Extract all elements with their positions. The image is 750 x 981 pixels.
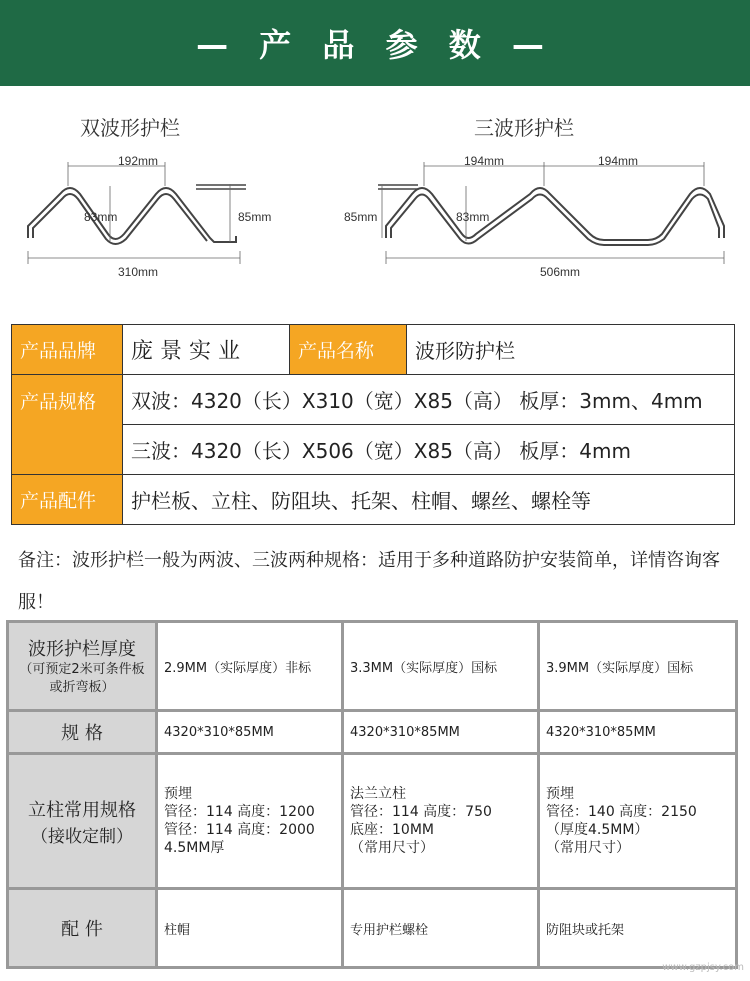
triple-wave-dimensions (382, 162, 724, 264)
size-cell: 4320*310*85MM (344, 712, 537, 752)
triple-wave-title: 三波形护栏 (474, 116, 574, 140)
thickness-cell: 3.9MM（实际厚度）国标 (540, 623, 735, 709)
post-line: （厚度4.5MM） (546, 822, 649, 838)
size-label: 产品规格 (12, 375, 123, 475)
triple-top-dim-2: 194mm (598, 154, 639, 168)
triple-height: 85mm (344, 210, 378, 224)
brand-label: 产品品牌 (12, 325, 123, 375)
post-line: 底座：10MM (350, 822, 434, 838)
brand-value: 庞 景 实 业 (123, 325, 290, 375)
post-line: 管径：114 高度：2000 (164, 822, 315, 838)
parameter-table (6, 620, 738, 969)
triple-wave-profile (378, 185, 724, 245)
post-line: 管径：140 高度：2150 (546, 804, 697, 820)
post-line: 预埋 (546, 786, 574, 802)
size-cell: 4320*310*85MM (540, 712, 735, 752)
double-wave-profile (28, 185, 246, 244)
watermark: www.gzpjsy.com (662, 962, 744, 973)
double-top-dim: 192mm (118, 154, 159, 168)
size-double: 双波：4320（长）X310（宽）X85（高） 板厚：3mm、4mm (123, 375, 735, 425)
page-title: — 产 品 参 数 — (196, 26, 554, 64)
post-cell (344, 755, 537, 887)
parts-value: 护栏板、立柱、防阻块、托架、柱帽、螺丝、螺栓等 (123, 475, 735, 525)
thickness-cell: 2.9MM（实际厚度）非标 (158, 623, 341, 709)
triple-width: 506mm (540, 265, 581, 279)
parts-header: 配 件 (9, 890, 155, 966)
header-banner (0, 0, 750, 86)
post-cell (540, 755, 735, 887)
post-line: （常用尺寸） (546, 840, 630, 856)
post-sub: （接收定制） (31, 826, 133, 847)
parts-cell: 防阻块或托架 (540, 890, 735, 966)
size-header: 规 格 (9, 712, 155, 752)
triple-inner-height: 83mm (456, 210, 490, 224)
double-width: 310mm (118, 265, 159, 279)
thickness-sub: （可预定2米可条件板或折弯板） (19, 662, 145, 695)
size-cell: 4320*310*85MM (158, 712, 341, 752)
name-value: 波形防护栏 (407, 325, 735, 375)
post-line: （常用尺寸） (350, 840, 434, 856)
parts-cell: 专用护栏螺栓 (344, 890, 537, 966)
post-header (9, 755, 155, 887)
thickness-cell: 3.3MM（实际厚度）国标 (344, 623, 537, 709)
post-line: 管径：114 高度：750 (350, 804, 492, 820)
thickness-header (9, 623, 155, 709)
double-wave-dimensions (28, 162, 240, 264)
parts-cell: 柱帽 (158, 890, 341, 966)
note-text: 备注：波形护栏一般为两波、三波两种规格：适用于多种道路防护安装简单，详情咨询客服！ (18, 550, 720, 613)
parts-label: 产品配件 (12, 475, 123, 525)
profile-diagrams (0, 86, 750, 316)
post-line: 管径：114 高度：1200 (164, 804, 315, 820)
triple-top-dim-1: 194mm (464, 154, 505, 168)
post-line: 法兰立柱 (350, 786, 406, 802)
size-triple: 三波：4320（长）X506（宽）X85（高） 板厚：4mm (123, 425, 735, 475)
thickness-label: 波形护栏厚度 (28, 639, 136, 660)
name-label: 产品名称 (290, 325, 407, 375)
post-line: 预埋 (164, 786, 192, 802)
profile-drawings (0, 86, 750, 316)
double-height: 85mm (238, 210, 272, 224)
post-cell (158, 755, 341, 887)
post-label: 立柱常用规格 (28, 799, 136, 821)
double-inner-height: 83mm (84, 210, 118, 224)
product-info-table (11, 324, 735, 525)
post-line: 4.5MM厚 (164, 840, 225, 856)
double-wave-title: 双波形护栏 (80, 116, 180, 140)
